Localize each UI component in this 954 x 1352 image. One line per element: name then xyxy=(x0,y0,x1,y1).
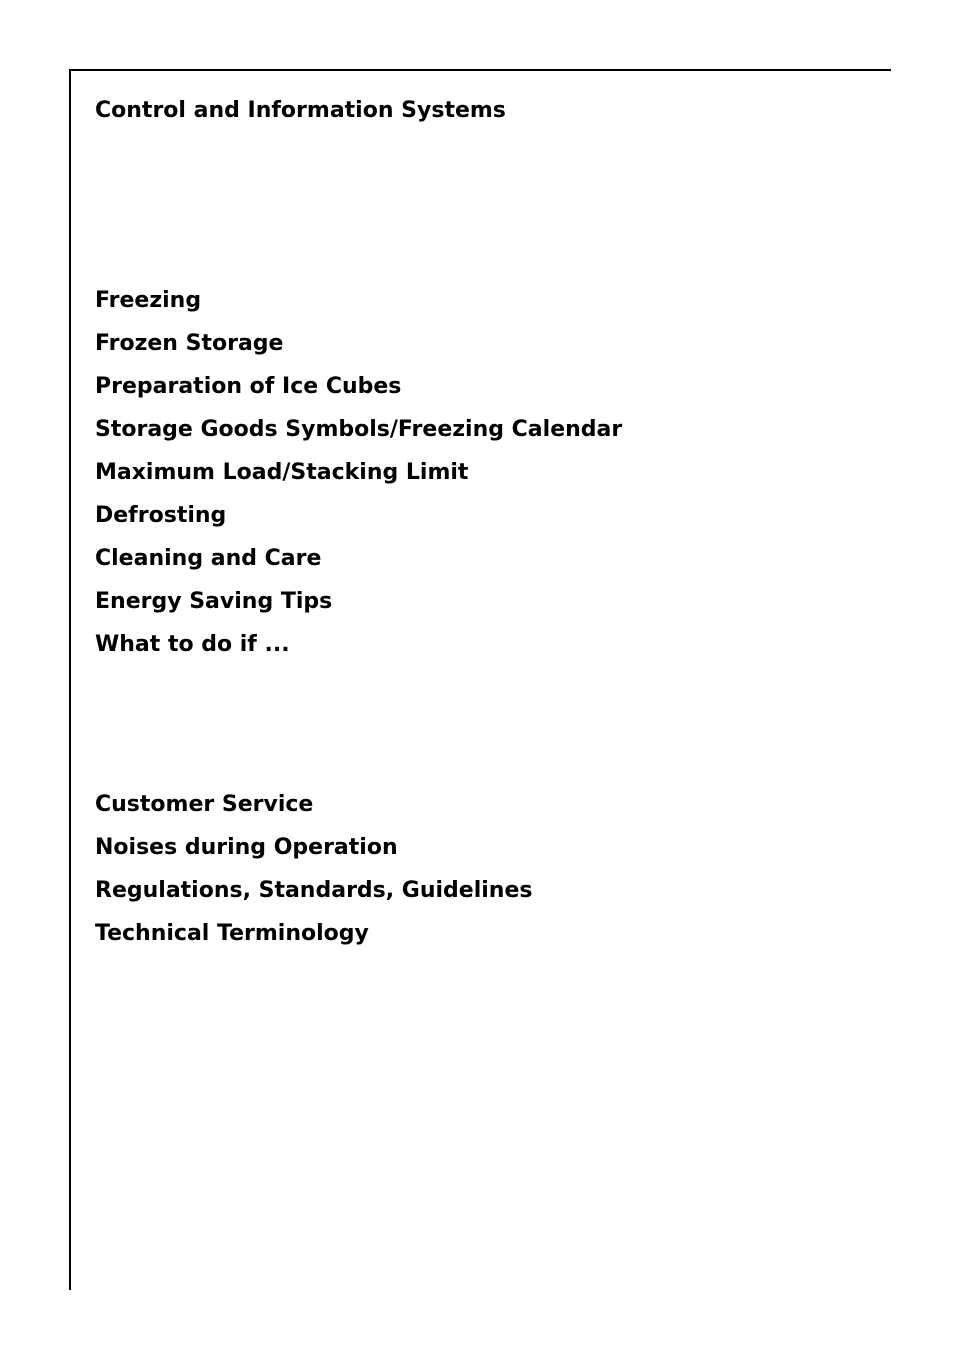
list-item: Technical Terminology xyxy=(95,921,369,946)
frame-left-rule xyxy=(69,69,71,1290)
list-item: Preparation of Ice Cubes xyxy=(95,374,402,399)
list-item: Frozen Storage xyxy=(95,331,284,356)
list-item: Storage Goods Symbols/Freezing Calendar xyxy=(95,417,623,442)
list-item: Freezing xyxy=(95,288,202,313)
list-item: Noises during Operation xyxy=(95,835,398,860)
topic-list-service xyxy=(95,792,532,964)
topic-list-operation xyxy=(95,288,622,675)
list-item: Cleaning and Care xyxy=(95,546,322,571)
section-title: Control and Information Systems xyxy=(95,98,506,123)
list-item: Maximum Load/Stacking Limit xyxy=(95,460,469,485)
list-item: Energy Saving Tips xyxy=(95,589,333,614)
list-item: Defrosting xyxy=(95,503,227,528)
list-item: Customer Service xyxy=(95,792,314,817)
list-item: What to do if ... xyxy=(95,632,290,657)
frame-top-rule xyxy=(69,69,891,71)
list-item: Regulations, Standards, Guidelines xyxy=(95,878,533,903)
